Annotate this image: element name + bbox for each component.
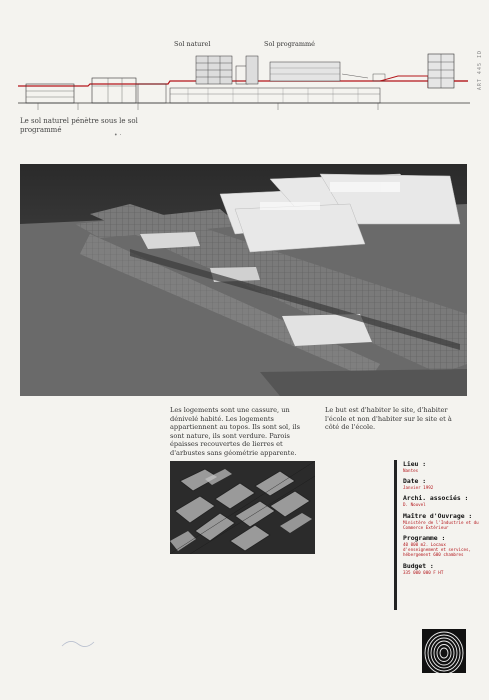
- model-photograph: [20, 164, 467, 396]
- info-label: Date :: [403, 477, 427, 486]
- pencil-scribble: [60, 636, 100, 650]
- text-column-left: Les logements sont une cassure, un dénivelé habité. Les logements appartiennent au topos. Ils sont sol, ils sont nature, ils sont verdure. Parois épaisses recouvertes de lierres et d'arbustes sans géométrie apparente.: [170, 406, 300, 457]
- info-label: Archi. associés :: [403, 494, 469, 503]
- side-reference-code: ART 445 ID: [477, 50, 483, 91]
- info-item-client: [403, 512, 481, 530]
- info-value: Janvier 1992: [403, 485, 434, 491]
- project-info-panel: [394, 460, 481, 610]
- fingerprint-logo-icon: [422, 629, 466, 673]
- info-value: D. Nouvel: [403, 502, 426, 508]
- info-value: Nantes: [403, 468, 419, 473]
- info-value: Ministère de l'Industrie et du Commerce Extérieur: [403, 519, 479, 530]
- section-drawing-svg: [18, 36, 470, 118]
- info-item-associates: [403, 494, 481, 507]
- aerial-photograph: [170, 461, 315, 554]
- label-natural-ground: Sol naturel: [174, 40, 211, 48]
- label-programmed-ground: Sol programmé: [264, 40, 316, 48]
- section-caption: Le sol naturel pénètre sous le sol programmé: [20, 117, 138, 134]
- info-label: Maître d'Ouvrage :: [403, 511, 473, 520]
- info-item-location: [403, 460, 481, 473]
- model-photo-svg: [20, 164, 467, 396]
- fingerprint-svg: [422, 629, 466, 673]
- info-value: 335 000 000 F HT: [403, 569, 444, 575]
- info-label: Lieu :: [403, 460, 427, 468]
- info-item-budget: [403, 562, 481, 575]
- info-item-programme: [403, 534, 481, 558]
- info-item-date: [403, 477, 481, 490]
- caption-mark: • ·: [114, 132, 122, 139]
- info-value: 40 000 m2. Locaux d'enseignement et services, hébergement 600 chambres: [403, 542, 472, 558]
- info-label: Programme :: [403, 534, 446, 543]
- site-section-drawing: [18, 36, 470, 118]
- aerial-photo-svg: [170, 461, 315, 554]
- text-column-right: Le but est d'habiter le site, d'habiter l'école et non d'habiter sur le site et à côté de l'école.: [325, 406, 452, 432]
- info-label: Budget :: [403, 561, 434, 570]
